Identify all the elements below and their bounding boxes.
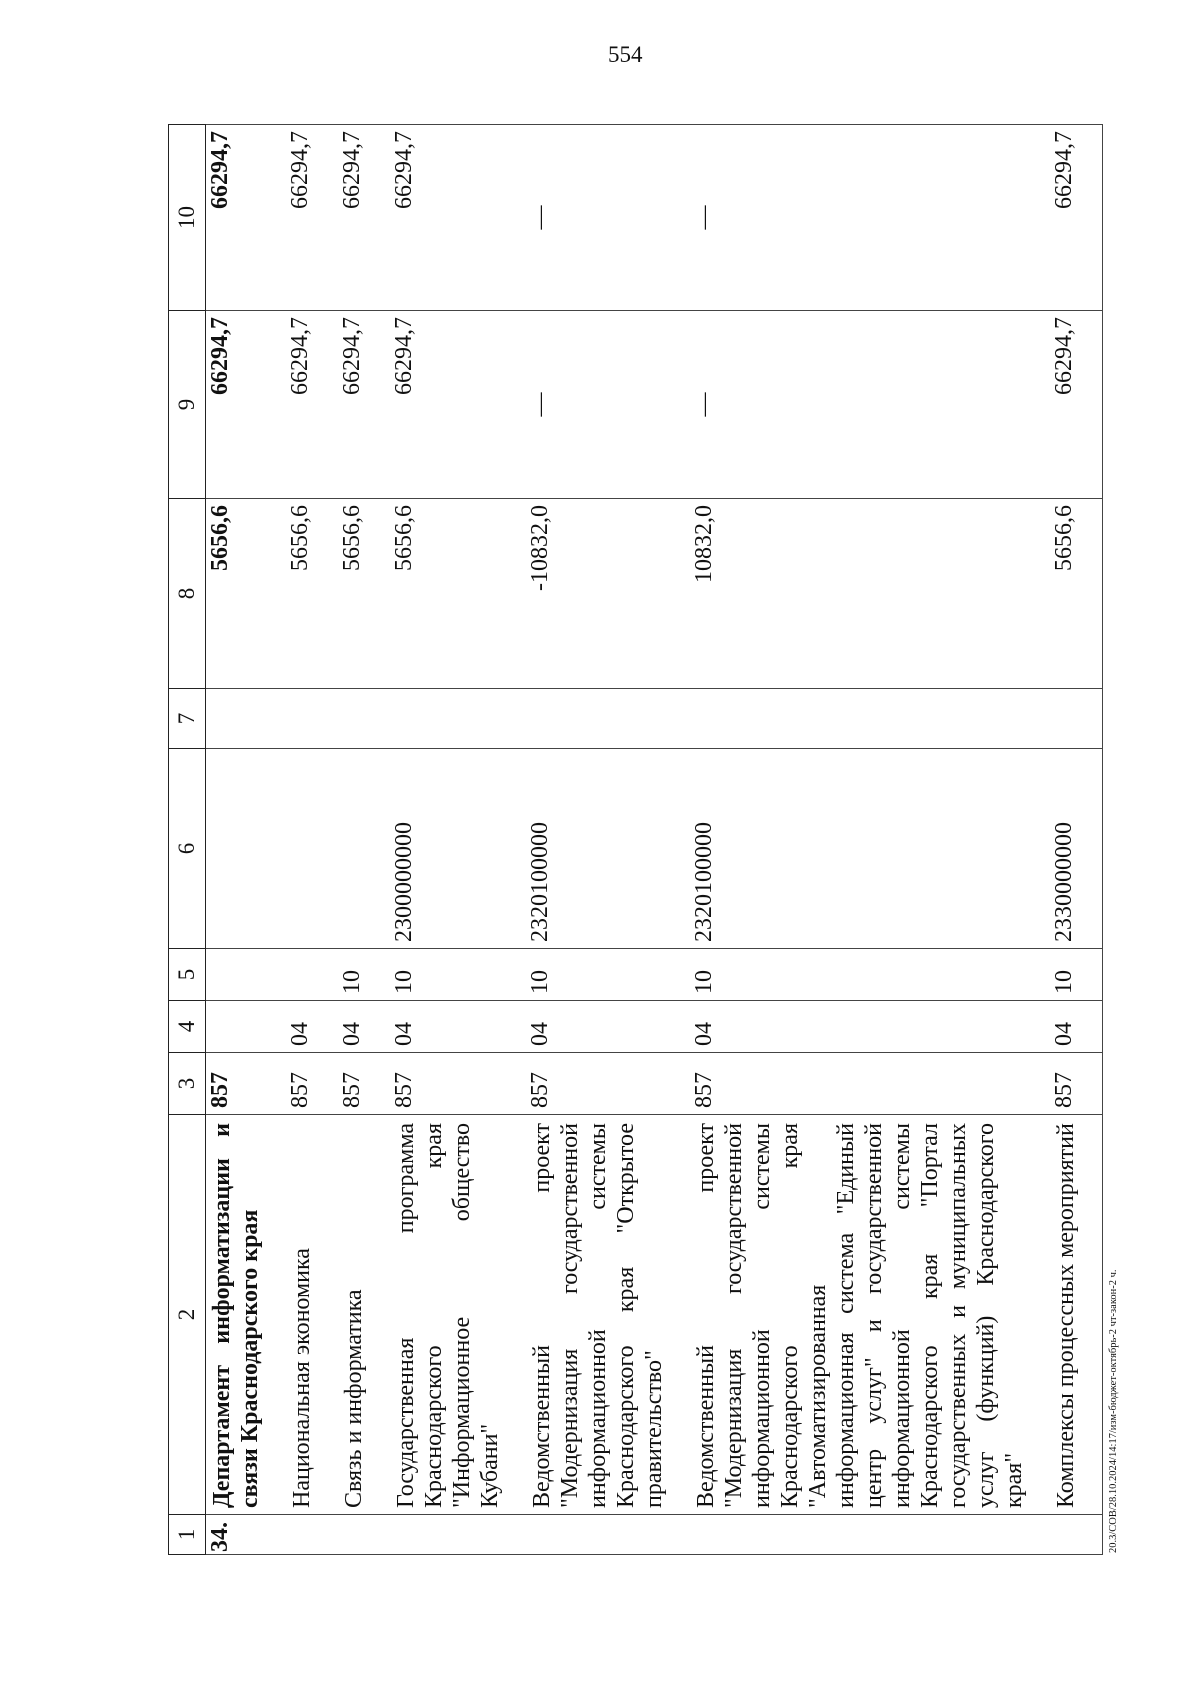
- column-header: 6: [169, 749, 206, 949]
- section-code: 04: [390, 1001, 526, 1053]
- column-header: 5: [169, 949, 206, 1001]
- column-header: 8: [169, 499, 206, 689]
- amount-column-10: 66294,7: [390, 125, 526, 311]
- department-code: 857: [338, 1053, 390, 1115]
- amount-change: 5656,6: [338, 499, 390, 689]
- expense-type-code: [690, 689, 1050, 749]
- table-row: [690, 125, 1050, 1555]
- subsection-code: 10: [1050, 949, 1103, 1001]
- item-name: Комплексы процессных мероприятий: [1050, 1115, 1103, 1515]
- table-row: [526, 125, 690, 1555]
- subsection-code: 10: [338, 949, 390, 1001]
- item-name: Государственная программа Краснодарского края "Информационное общество Кубани": [390, 1115, 526, 1515]
- section-code: 04: [690, 1001, 1050, 1053]
- amount-column-9: —: [690, 311, 1050, 499]
- department-code: 857: [690, 1053, 1050, 1115]
- table-row: [338, 125, 390, 1555]
- table-row: [286, 125, 338, 1555]
- amount-column-9: 66294,7: [206, 311, 287, 499]
- amount-column-9: 66294,7: [338, 311, 390, 499]
- rotated-table-container: [168, 125, 1098, 1555]
- column-header: 3: [169, 1053, 206, 1115]
- target-article-code: [206, 749, 287, 949]
- amount-column-10: —: [526, 125, 690, 311]
- expense-type-code: [1050, 689, 1103, 749]
- target-article-code: [286, 749, 338, 949]
- department-code: 857: [286, 1053, 338, 1115]
- header-row: [169, 125, 206, 1555]
- expense-type-code: [286, 689, 338, 749]
- subsection-code: [206, 949, 287, 1001]
- department-code: 857: [206, 1053, 287, 1115]
- target-article-code: 2320100000: [690, 749, 1050, 949]
- amount-change: 10832,0: [690, 499, 1050, 689]
- row-number: 34.: [206, 1515, 287, 1555]
- amount-column-10: 66294,7: [286, 125, 338, 311]
- amount-change: -10832,0: [526, 499, 690, 689]
- column-header: 7: [169, 689, 206, 749]
- department-code: 857: [526, 1053, 690, 1115]
- budget-table: [168, 124, 1103, 1555]
- expense-type-code: [526, 689, 690, 749]
- column-header: 10: [169, 125, 206, 311]
- amount-change: 5656,6: [206, 499, 287, 689]
- amount-column-9: 66294,7: [1050, 311, 1103, 499]
- section-code: 04: [286, 1001, 338, 1053]
- expense-type-code: [338, 689, 390, 749]
- row-number: [1050, 1515, 1103, 1555]
- section-code: [206, 1001, 287, 1053]
- subsection-code: 10: [526, 949, 690, 1001]
- table-row: [206, 125, 287, 1555]
- target-article-code: 2330000000: [1050, 749, 1103, 949]
- table-row: [390, 125, 526, 1555]
- amount-column-9: 66294,7: [390, 311, 526, 499]
- amount-change: 5656,6: [1050, 499, 1103, 689]
- row-number: [690, 1515, 1050, 1555]
- amount-column-10: —: [690, 125, 1050, 311]
- expense-type-code: [206, 689, 287, 749]
- item-name: Ведомственный проект "Модернизация государственной информационной системы Краснодарского края "Автоматизированная информационная система "Единый центр услуг" и государственной информационной системы Краснодарского края "Портал государственных и муниципальных услуг (функций) Краснодарского края": [690, 1115, 1050, 1515]
- expense-type-code: [390, 689, 526, 749]
- column-header: 4: [169, 1001, 206, 1053]
- document-footer-code: 20.3/СОВ/28.10.2024/14:17/изм-бюджет-октябрь-2 чт-закон-2 ч.: [1108, 1269, 1119, 1553]
- target-article-code: [338, 749, 390, 949]
- page-number: 554: [608, 42, 643, 67]
- amount-column-10: 66294,7: [206, 125, 287, 311]
- target-article-code: 2300000000: [390, 749, 526, 949]
- department-code: 857: [390, 1053, 526, 1115]
- target-article-code: 2320100000: [526, 749, 690, 949]
- amount-change: 5656,6: [286, 499, 338, 689]
- item-name: Национальная экономика: [286, 1115, 338, 1515]
- subsection-code: 10: [690, 949, 1050, 1001]
- table-row: [1050, 125, 1103, 1555]
- subsection-code: [286, 949, 338, 1001]
- section-code: 04: [1050, 1001, 1103, 1053]
- amount-column-9: 66294,7: [286, 311, 338, 499]
- section-code: 04: [338, 1001, 390, 1053]
- column-header: 1: [169, 1515, 206, 1555]
- table-body: [206, 125, 1103, 1555]
- column-header: 2: [169, 1115, 206, 1515]
- amount-change: 5656,6: [390, 499, 526, 689]
- amount-column-9: —: [526, 311, 690, 499]
- row-number: [338, 1515, 390, 1555]
- item-name: Связь и информатика: [338, 1115, 390, 1515]
- item-name: Ведомственный проект "Модернизация государственной информационной системы Краснодарского края "Открытое правительство": [526, 1115, 690, 1515]
- section-code: 04: [526, 1001, 690, 1053]
- amount-column-10: 66294,7: [1050, 125, 1103, 311]
- amount-column-10: 66294,7: [338, 125, 390, 311]
- item-name: Департамент информатизации и связи Краснодарского края: [206, 1115, 287, 1515]
- row-number: [526, 1515, 690, 1555]
- column-header: 9: [169, 311, 206, 499]
- row-number: [286, 1515, 338, 1555]
- subsection-code: 10: [390, 949, 526, 1001]
- row-number: [390, 1515, 526, 1555]
- department-code: 857: [1050, 1053, 1103, 1115]
